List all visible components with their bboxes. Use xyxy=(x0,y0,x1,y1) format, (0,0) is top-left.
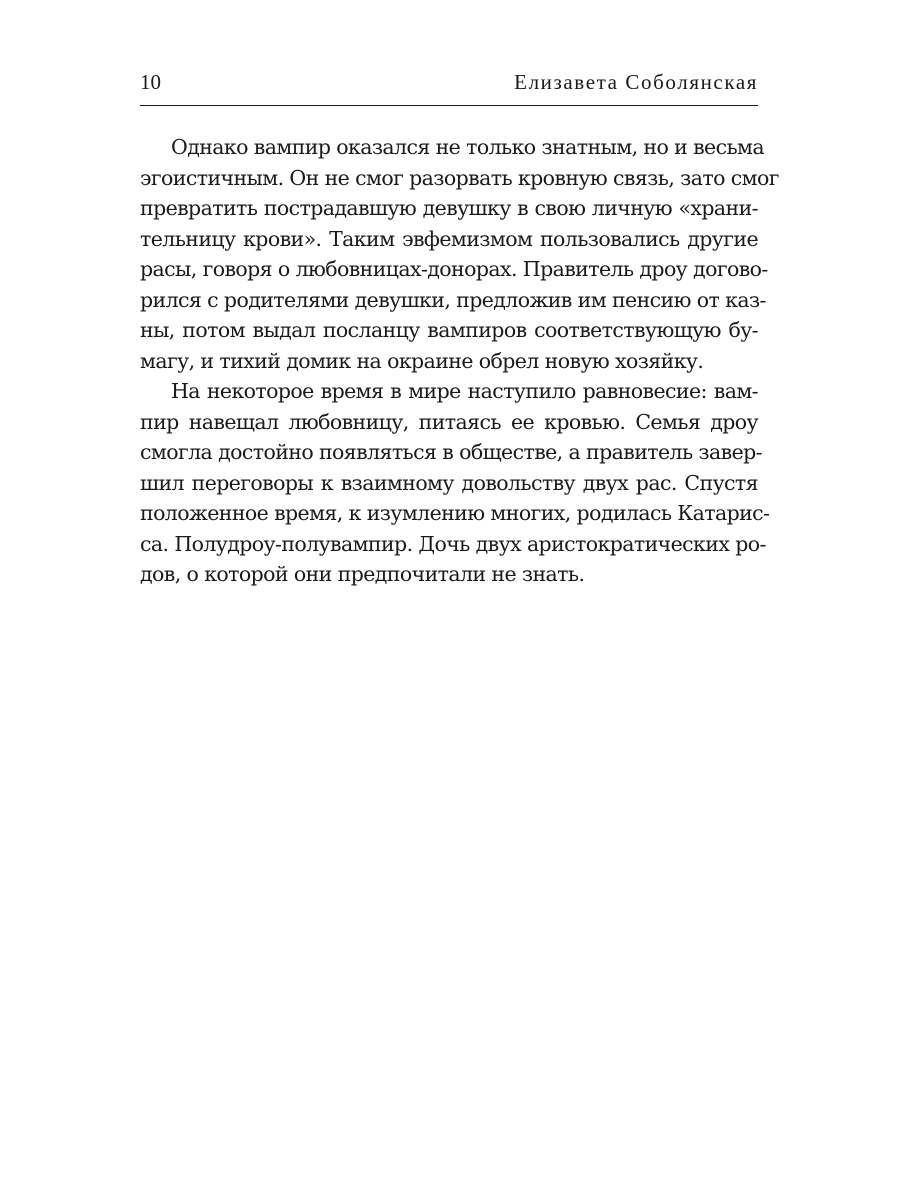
text-line: эгоистичным. Он не смог разорвать кровную связь, зато смог xyxy=(140,165,779,190)
text-line: пир навещал любовницу, питаясь ее кровью. Семья дроу xyxy=(140,409,758,434)
text-line: Однако вампир оказался не только знатным, но и весьма xyxy=(171,135,764,159)
header-author-name: Елизавета Соболянская xyxy=(514,70,758,94)
text-line: расы, говоря о любовницах-донорах. Правитель дроу догово- xyxy=(140,257,768,281)
text-line: смогла достойно появляться в обществе, а правитель завер- xyxy=(140,440,762,464)
running-header xyxy=(140,68,758,98)
page-number: 10 xyxy=(140,70,161,94)
text-line: шил переговоры к взаимному довольству двух рас. Спустя xyxy=(140,470,758,495)
text-line: рился с родителями девушки, предложив им пенсию от каз- xyxy=(140,287,766,312)
text-line: дов, о которой они предпочитали не знать. xyxy=(140,562,585,586)
text-line: ны, потом выдал посланцу вампиров соответствующую бу- xyxy=(140,318,758,342)
body-text xyxy=(140,132,779,590)
text-line: са. Полудроу-полувампир. Дочь двух аристократических ро- xyxy=(140,531,766,556)
header-divider xyxy=(140,105,758,106)
text-line: превратить пострадавшую девушку в свою личную «храни- xyxy=(140,196,758,220)
text-line: магу, и тихий домик на окраине обрел новую хозяйку. xyxy=(140,348,704,373)
paragraph-2 xyxy=(140,376,770,590)
text-line: На некоторое время в мире наступило равновесие: вам- xyxy=(171,379,758,403)
paragraph-1 xyxy=(140,132,779,376)
text-line: тельницу крови». Таким эвфемизмом пользовались другие xyxy=(140,226,758,251)
text-line: положенное время, к изумлению многих, родилась Катарис- xyxy=(140,501,770,525)
